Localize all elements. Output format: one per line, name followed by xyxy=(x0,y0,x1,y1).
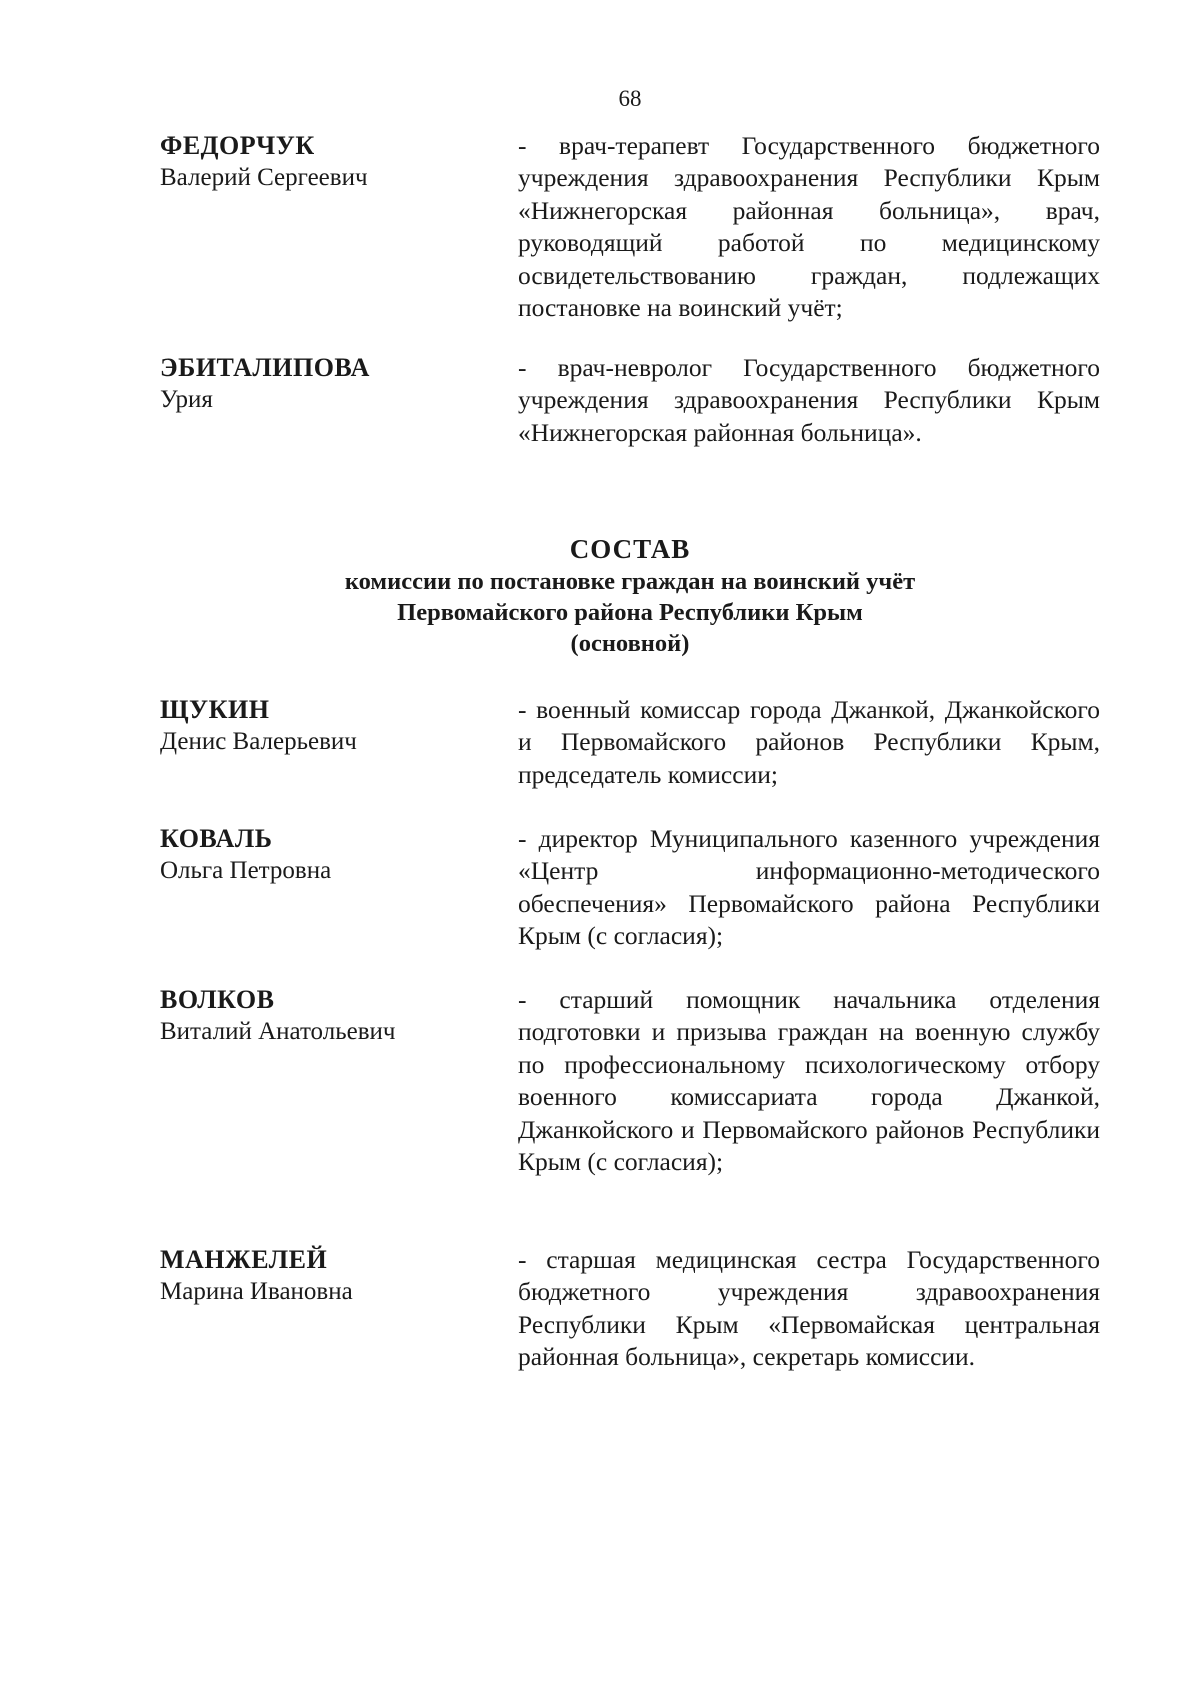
member-name xyxy=(160,1244,500,1308)
member-surname: ЭБИТАЛИПОВА xyxy=(160,353,370,382)
page-number: 68 xyxy=(618,86,642,111)
member-role: - директор Муниципального казенного учреждения «Центр информационно-методического обеспечения» Первомайского района Республики Крым (с согласия); xyxy=(518,824,1100,951)
member-name xyxy=(160,130,500,194)
member-name xyxy=(160,352,500,416)
member-given-name: Валерий Сергеевич xyxy=(160,164,368,191)
member-role: - старший помощник начальника отделения подготовки и призыва граждан на военную службу по профессиональному психологическому отбору военного комиссариата города Джанкой, Джанкойского и Первомайского районов Республики Крым (с согласия); xyxy=(518,985,1100,1177)
section-heading xyxy=(0,532,1200,659)
section-subtitle-line: (основной) xyxy=(570,630,690,657)
member-surname: КОВАЛЬ xyxy=(160,824,273,853)
member-name xyxy=(160,823,500,887)
member-surname: ВОЛКОВ xyxy=(160,985,275,1014)
member-given-name: Ольга Петровна xyxy=(160,857,332,884)
member-role: - военный комиссар города Джанкой, Джанкойского и Первомайского районов Республики Крым, председатель комиссии; xyxy=(518,695,1100,789)
member-given-name: Виталий Анатольевич xyxy=(160,1018,396,1045)
member-surname: МАНЖЕЛЕЙ xyxy=(160,1245,328,1274)
member-surname: ЩУКИН xyxy=(160,695,270,724)
member-role: - врач-невролог Государственного бюджетного учреждения здравоохранения Республики Крым «Нижнегорская районная больница». xyxy=(518,353,1100,447)
member-role: - врач-терапевт Государственного бюджетного учреждения здравоохранения Республики Крым «Нижнегорская районная больница», врач, руководящий работой по медицинскому освидетельствованию граждан, подлежащих постановке на воинский учёт; xyxy=(518,131,1100,323)
section-subtitle-line: комиссии по постановке граждан на воинский учёт xyxy=(344,568,916,595)
member-name xyxy=(160,984,500,1048)
section-title: СОСТАВ xyxy=(569,534,691,564)
member-given-name: Марина Ивановна xyxy=(160,1278,353,1305)
section-subtitle-line: Первомайского района Республики Крым xyxy=(397,599,863,626)
member-surname: ФЕДОРЧУК xyxy=(160,131,315,160)
member-name xyxy=(160,694,500,758)
member-given-name: Денис Валерьевич xyxy=(160,728,357,755)
member-role: - старшая медицинская сестра Государственного бюджетного учреждения здравоохранения Республики Крым «Первомайская центральная районная больница», секретарь комиссии. xyxy=(518,1245,1100,1372)
member-given-name: Урия xyxy=(160,386,213,413)
